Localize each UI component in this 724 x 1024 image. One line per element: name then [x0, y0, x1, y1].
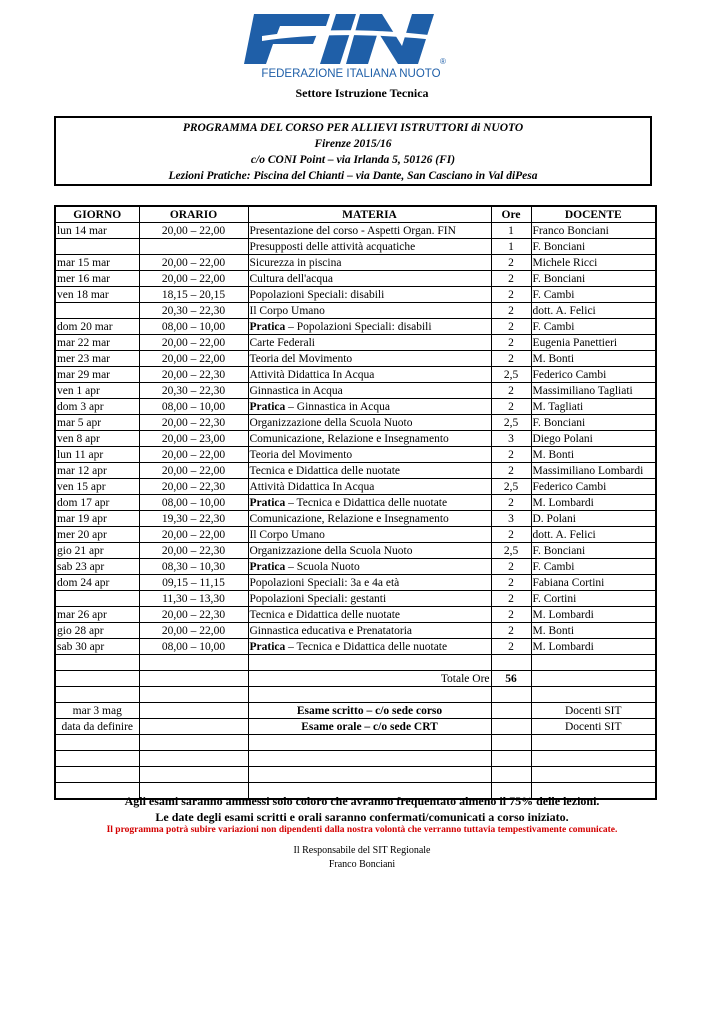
row-teacher: F. Cortini — [531, 591, 656, 607]
table-row — [55, 319, 656, 335]
row-time: 08,00 – 10,00 — [139, 639, 248, 655]
practice-label: Pratica — [249, 560, 286, 573]
registered-mark: ® — [440, 57, 446, 66]
table-row — [55, 351, 656, 367]
course-venue: c/o CONI Point – via Irlanda 5, 50126 (FI) — [250, 154, 456, 166]
row-time: 20,00 – 22,00 — [139, 527, 248, 543]
blank-row — [55, 687, 656, 703]
subject-text: Popolazioni Speciali: 3a e 4a età — [249, 576, 400, 589]
fin-logo-graphic — [242, 6, 460, 80]
exam-day: data da definire — [55, 719, 139, 735]
table-row — [55, 623, 656, 639]
row-time — [139, 239, 248, 255]
practice-venue: Lezioni Pratiche: Piscina del Chianti – via Dante, San Casciano in Val diPesa — [168, 170, 538, 182]
row-hours: 1 — [491, 223, 531, 239]
row-subject — [248, 479, 491, 495]
row-subject — [248, 271, 491, 287]
row-teacher: F. Cambi — [531, 287, 656, 303]
exam-teacher: Docenti SIT — [531, 703, 656, 719]
table-summary — [55, 655, 656, 800]
row-day: ven 8 apr — [55, 431, 139, 447]
subject-text: Presupposti delle attività acquatiche — [249, 240, 416, 253]
table-row — [55, 383, 656, 399]
table-row — [55, 607, 656, 623]
row-teacher: M. Lombardi — [531, 639, 656, 655]
subject-text: Sicurezza in piscina — [249, 256, 342, 269]
row-day: dom 20 mar — [55, 319, 139, 335]
subject-text: Presentazione del corso - Aspetti Organ. FIN — [249, 224, 456, 237]
row-hours: 1 — [491, 239, 531, 255]
row-subject — [248, 559, 491, 575]
row-teacher: Michele Ricci — [531, 255, 656, 271]
signature-name: Franco Bonciani — [328, 859, 396, 870]
row-time: 20,00 – 22,00 — [139, 623, 248, 639]
row-teacher: M. Bonti — [531, 623, 656, 639]
sector-title: Settore Istruzione Tecnica — [295, 86, 429, 100]
subject-text: – Popolazioni Speciali: disabili — [285, 320, 432, 333]
table-row — [55, 271, 656, 287]
subject-text: Teoria del Movimento — [249, 448, 353, 461]
row-day: mer 23 mar — [55, 351, 139, 367]
row-teacher: M. Bonti — [531, 447, 656, 463]
row-day: gio 28 apr — [55, 623, 139, 639]
table-row — [55, 591, 656, 607]
practice-label: Pratica — [249, 400, 286, 413]
subject-text: Il Corpo Umano — [249, 304, 325, 317]
row-subject — [248, 591, 491, 607]
row-teacher: dott. A. Felici — [531, 303, 656, 319]
row-time: 20,00 – 22,00 — [139, 463, 248, 479]
row-day: mer 16 mar — [55, 271, 139, 287]
row-day: ven 15 apr — [55, 479, 139, 495]
row-subject — [248, 399, 491, 415]
row-teacher: F. Cambi — [531, 319, 656, 335]
row-hours: 2 — [491, 527, 531, 543]
row-time: 20,30 – 22,30 — [139, 303, 248, 319]
subject-text: Comunicazione, Relazione e Insegnamento — [249, 512, 449, 525]
row-teacher: Franco Bonciani — [531, 223, 656, 239]
total-label: Totale Ore — [248, 671, 491, 687]
row-hours: 2 — [491, 271, 531, 287]
row-teacher: F. Bonciani — [531, 543, 656, 559]
row-time: 08,00 – 10,00 — [139, 399, 248, 415]
row-day: mar 19 apr — [55, 511, 139, 527]
row-teacher: M. Lombardi — [531, 495, 656, 511]
row-subject — [248, 511, 491, 527]
row-hours: 2 — [491, 383, 531, 399]
table-row — [55, 367, 656, 383]
row-time: 20,00 – 23,00 — [139, 431, 248, 447]
subject-text: Cultura dell'acqua — [249, 272, 333, 285]
row-time: 20,00 – 22,30 — [139, 479, 248, 495]
subject-text: Comunicazione, Relazione e Insegnamento — [249, 432, 449, 445]
practice-label: Pratica — [249, 320, 286, 333]
table-row — [55, 495, 656, 511]
row-subject — [248, 287, 491, 303]
row-hours: 2 — [491, 639, 531, 655]
row-subject — [248, 639, 491, 655]
row-time: 20,00 – 22,00 — [139, 271, 248, 287]
course-title-box — [54, 116, 652, 186]
row-hours: 2,5 — [491, 367, 531, 383]
subject-text: Ginnastica educativa e Prenatatoria — [249, 624, 413, 637]
table-row — [55, 287, 656, 303]
blank-row — [55, 655, 656, 671]
attendance-note: Agli esami saranno ammessi solo coloro che avranno frequentato almeno il 75% delle lezioni. — [124, 794, 600, 808]
row-day: dom 24 apr — [55, 575, 139, 591]
table-row — [55, 335, 656, 351]
table-row — [55, 239, 656, 255]
row-subject — [248, 575, 491, 591]
row-hours: 2 — [491, 319, 531, 335]
row-time: 20,30 – 22,30 — [139, 383, 248, 399]
row-subject — [248, 607, 491, 623]
exam-day: mar 3 mag — [55, 703, 139, 719]
table-row — [55, 415, 656, 431]
total-row — [55, 671, 656, 687]
row-subject — [248, 495, 491, 511]
exam-row — [55, 719, 656, 735]
subject-text: Il Corpo Umano — [249, 528, 325, 541]
table-row — [55, 575, 656, 591]
fin-logo — [242, 6, 460, 80]
row-hours: 2 — [491, 463, 531, 479]
row-teacher: Massimiliano Tagliati — [531, 383, 656, 399]
total-value: 56 — [491, 671, 531, 687]
row-subject — [248, 447, 491, 463]
row-subject — [248, 543, 491, 559]
exam-dates-note: Le date degli esami scritti e orali saranno confermati/comunicati a corso iniziato. — [155, 810, 569, 824]
table-row — [55, 463, 656, 479]
row-time: 20,00 – 22,00 — [139, 255, 248, 271]
row-day: mar 26 apr — [55, 607, 139, 623]
table-row — [55, 303, 656, 319]
table-row — [55, 399, 656, 415]
row-hours: 2 — [491, 447, 531, 463]
row-day: dom 3 apr — [55, 399, 139, 415]
schedule-table — [54, 205, 657, 800]
practice-label: Pratica — [249, 496, 286, 509]
row-teacher: M. Tagliati — [531, 399, 656, 415]
row-subject — [248, 431, 491, 447]
table-row — [55, 543, 656, 559]
row-subject — [248, 415, 491, 431]
row-time: 08,00 – 10,00 — [139, 495, 248, 511]
row-day: ven 18 mar — [55, 287, 139, 303]
exam-subject: Esame orale – c/o sede CRT — [248, 719, 491, 735]
row-hours: 2 — [491, 559, 531, 575]
row-day: mar 22 mar — [55, 335, 139, 351]
row-time: 08,30 – 10,30 — [139, 559, 248, 575]
row-teacher: Massimiliano Lombardi — [531, 463, 656, 479]
row-subject — [248, 527, 491, 543]
row-subject — [248, 623, 491, 639]
row-day: gio 21 apr — [55, 543, 139, 559]
row-hours: 2,5 — [491, 543, 531, 559]
subject-text: Organizzazione della Scuola Nuoto — [249, 544, 413, 557]
row-time: 20,00 – 22,00 — [139, 223, 248, 239]
exam-row — [55, 703, 656, 719]
row-subject — [248, 319, 491, 335]
table-header-row — [55, 206, 656, 223]
exam-teacher: Docenti SIT — [531, 719, 656, 735]
row-subject — [248, 303, 491, 319]
row-day — [55, 303, 139, 319]
row-day: mar 12 apr — [55, 463, 139, 479]
table-body — [55, 223, 656, 655]
table-row — [55, 431, 656, 447]
row-day: sab 30 apr — [55, 639, 139, 655]
row-time: 20,00 – 22,30 — [139, 415, 248, 431]
row-subject — [248, 223, 491, 239]
subject-text: Tecnica e Didattica delle nuotate — [249, 464, 401, 477]
row-time: 08,00 – 10,00 — [139, 319, 248, 335]
subject-text: Attività Didattica In Acqua — [249, 368, 375, 381]
row-teacher: Federico Cambi — [531, 479, 656, 495]
practice-label: Pratica — [249, 640, 286, 653]
table-row — [55, 639, 656, 655]
col-header-teacher: DOCENTE — [531, 206, 656, 223]
row-teacher: F. Bonciani — [531, 239, 656, 255]
row-teacher: D. Polani — [531, 511, 656, 527]
row-day: mar 29 mar — [55, 367, 139, 383]
subject-text: – Tecnica e Didattica delle nuotate — [285, 496, 448, 509]
table-row — [55, 479, 656, 495]
row-hours: 2 — [491, 623, 531, 639]
row-time: 20,00 – 22,30 — [139, 543, 248, 559]
row-hours: 2,5 — [491, 415, 531, 431]
row-day: lun 14 mar — [55, 223, 139, 239]
subject-text: Popolazioni Speciali: disabili — [249, 288, 385, 301]
course-city-year: Firenze 2015/16 — [314, 138, 392, 150]
subject-text: Tecnica e Didattica delle nuotate — [249, 608, 401, 621]
row-time: 18,15 – 20,15 — [139, 287, 248, 303]
row-teacher: M. Bonti — [531, 351, 656, 367]
row-subject — [248, 239, 491, 255]
row-hours: 3 — [491, 511, 531, 527]
row-time: 20,00 – 22,30 — [139, 367, 248, 383]
subject-text: – Tecnica e Didattica delle nuotate — [285, 640, 448, 653]
row-hours: 2 — [491, 287, 531, 303]
row-subject — [248, 383, 491, 399]
col-header-hours: Ore — [491, 206, 531, 223]
table-row — [55, 559, 656, 575]
blank-row — [55, 767, 656, 783]
row-time: 20,00 – 22,00 — [139, 351, 248, 367]
row-teacher: dott. A. Felici — [531, 527, 656, 543]
subject-text: Attività Didattica In Acqua — [249, 480, 375, 493]
row-teacher: Eugenia Panettieri — [531, 335, 656, 351]
row-hours: 2,5 — [491, 479, 531, 495]
row-hours: 2 — [491, 303, 531, 319]
row-day: mer 20 apr — [55, 527, 139, 543]
row-teacher: M. Lombardi — [531, 607, 656, 623]
row-day — [55, 591, 139, 607]
row-day: ven 1 apr — [55, 383, 139, 399]
row-time: 11,30 – 13,30 — [139, 591, 248, 607]
row-teacher: Diego Polani — [531, 431, 656, 447]
table-row — [55, 527, 656, 543]
row-time: 20,00 – 22,00 — [139, 447, 248, 463]
row-hours: 2 — [491, 607, 531, 623]
exam-subject: Esame scritto – c/o sede corso — [248, 703, 491, 719]
table-row — [55, 255, 656, 271]
logo-subtitle: FEDERAZIONE ITALIANA NUOTO — [261, 68, 441, 80]
subject-text: Organizzazione della Scuola Nuoto — [249, 416, 413, 429]
table-row — [55, 447, 656, 463]
row-subject — [248, 463, 491, 479]
row-teacher: F. Bonciani — [531, 271, 656, 287]
table-row — [55, 511, 656, 527]
col-header-subject: MATERIA — [248, 206, 491, 223]
row-teacher: Fabiana Cortini — [531, 575, 656, 591]
signature-role: Il Responsabile del SIT Regionale — [293, 845, 431, 856]
row-subject — [248, 351, 491, 367]
row-time: 09,15 – 11,15 — [139, 575, 248, 591]
subject-text: Carte Federali — [249, 336, 315, 349]
subject-text: – Ginnastica in Acqua — [285, 400, 391, 413]
row-hours: 2 — [491, 575, 531, 591]
row-hours: 2 — [491, 255, 531, 271]
row-time: 20,00 – 22,00 — [139, 335, 248, 351]
row-day: lun 11 apr — [55, 447, 139, 463]
row-subject — [248, 335, 491, 351]
row-time: 20,00 – 22,30 — [139, 607, 248, 623]
blank-row — [55, 751, 656, 767]
row-subject — [248, 367, 491, 383]
row-day: mar 5 apr — [55, 415, 139, 431]
subject-text: Teoria del Movimento — [249, 352, 353, 365]
row-teacher: Federico Cambi — [531, 367, 656, 383]
row-teacher: F. Bonciani — [531, 415, 656, 431]
row-subject — [248, 255, 491, 271]
row-hours: 3 — [491, 431, 531, 447]
row-day: dom 17 apr — [55, 495, 139, 511]
row-hours: 2 — [491, 351, 531, 367]
course-title: PROGRAMMA DEL CORSO PER ALLIEVI ISTRUTTORI di NUOTO — [182, 122, 524, 134]
row-hours: 2 — [491, 399, 531, 415]
row-day — [55, 239, 139, 255]
variation-warning: Il programma potrà subire variazioni non dipendenti dalla nostra volontà che verranno tuttavia tempestivamente comunicate. — [106, 825, 618, 835]
table-row — [55, 223, 656, 239]
col-header-day: GIORNO — [55, 206, 139, 223]
row-hours: 2 — [491, 335, 531, 351]
subject-text: – Scuola Nuoto — [285, 560, 360, 573]
row-day: sab 23 apr — [55, 559, 139, 575]
subject-text: Ginnastica in Acqua — [249, 384, 343, 397]
blank-row — [55, 735, 656, 751]
row-time: 19,30 – 22,30 — [139, 511, 248, 527]
row-hours: 2 — [491, 591, 531, 607]
row-hours: 2 — [491, 495, 531, 511]
col-header-time: ORARIO — [139, 206, 248, 223]
subject-text: Popolazioni Speciali: gestanti — [249, 592, 387, 605]
row-teacher: F. Cambi — [531, 559, 656, 575]
row-day: mar 15 mar — [55, 255, 139, 271]
